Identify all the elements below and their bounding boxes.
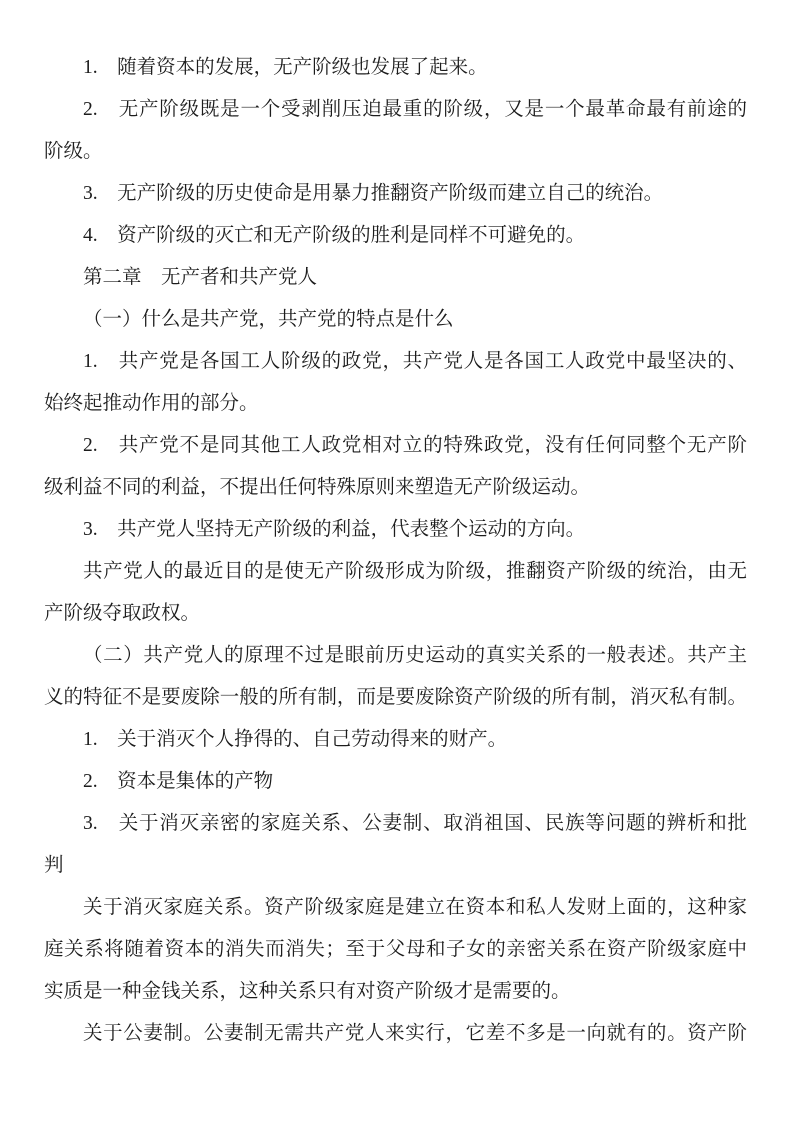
section-heading: （一）什么是共产党，共产党的特点是什么 [83,309,454,330]
text-line: 级利益不同的利益，不提出任何特殊原则来塑造无产阶级运动。 [44,477,591,498]
text-line: 1. 共产党是各国工人阶级的政党，共产党人是各国工人政党中最坚决的、 [83,351,747,372]
text-line: 义的特征不是要废除一般的所有制，而是要废除资产阶级的所有制，消灭私有制。 [44,687,747,708]
text-line: 1. 随着资本的发展，无产阶级也发展了起来。 [83,57,488,78]
text-line: 3. 关于消灭亲密的家庭关系、公妻制、取消祖国、民族等问题的辨析和批 [83,813,747,834]
text-line: 关于消灭家庭关系。资产阶级家庭是建立在资本和私人发财上面的，这种家 [83,897,747,918]
text-line: 2. 无产阶级既是一个受剥削压迫最重的阶级，又是一个最革命最有前途的 [83,99,747,120]
text-line: 3. 共产党人坚持无产阶级的利益，代表整个运动的方向。 [83,519,586,540]
text-line: 关于公妻制。公妻制无需共产党人来实行，它差不多是一向就有的。资产阶 [83,1023,747,1044]
section-heading: （二）共产党人的原理不过是眼前历史运动的真实关系的一般表述。共产主 [83,645,747,666]
text-line: 阶级。 [44,141,103,162]
text-line: 4. 资产阶级的灭亡和无产阶级的胜利是同样不可避免的。 [83,225,586,246]
text-line: 判 [44,855,64,876]
text-line: 共产党人的最近目的是使无产阶级形成为阶级，推翻资产阶级的统治，由无 [83,561,747,582]
text-line: 1. 关于消灭个人挣得的、自己劳动得来的财产。 [83,729,508,750]
text-line: 2. 共产党不是同其他工人政党相对立的特殊政党，没有任何同整个无产阶 [83,435,747,456]
text-line: 实质是一种金钱关系，这种关系只有对资产阶级才是需要的。 [44,981,571,1002]
text-line: 庭关系将随着资本的消失而消失；至于父母和子女的亲密关系在资产阶级家庭中 [44,939,747,960]
text-line: 始终起推动作用的部分。 [44,393,259,414]
text-line: 2. 资本是集体的产物 [83,771,274,792]
chapter-heading: 第二章 无产者和共产党人 [83,267,318,288]
text-line: 3. 无产阶级的历史使命是用暴力推翻资产阶级而建立自己的统治。 [83,183,664,204]
document-body [44,47,747,1055]
text-line: 产阶级夺取政权。 [44,603,201,624]
